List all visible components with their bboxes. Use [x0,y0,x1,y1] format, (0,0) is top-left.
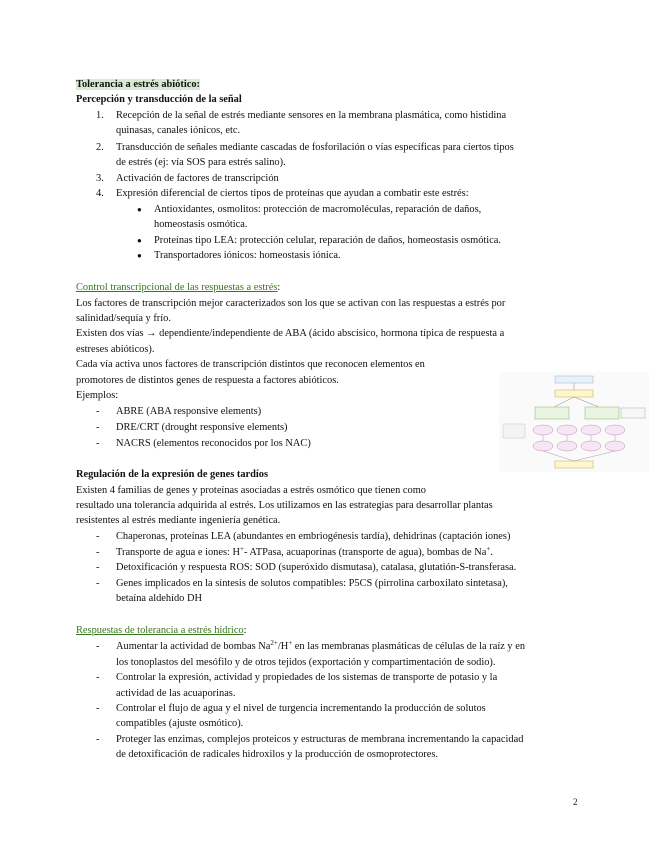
paragraph-line: Los factores de transcripción mejor caracterizados son los que se activan con las respuestas a estrés por [76,298,506,309]
dash-marker: - [96,547,100,558]
response-item: Aumentar la actividad de bombas $Na^{2+}/H^+$ en las membranas plasmáticas de células de la raíz y en [116,639,526,652]
response-item: Proteger las enzimas, complejos proteicos y estructuras de membrana incrementando la capacidad [116,734,524,745]
paragraph-line: salinidad/sequía y frío. [76,313,171,324]
paragraph-line: promotores de distintos genes de respuesta a factores abióticos. [76,375,339,386]
list-item-text: quinasas, canales iónicos, etc. [116,125,241,136]
subtitle-perception: Percepción y transducción de la señal [76,94,242,105]
bullet-text: Transportadores iónicos: homeostasis iónica. [154,250,341,261]
list-item-text: Transducción de señales mediante cascadas de fosforilación o vías específicas para ciertos tipos [116,142,514,153]
response-item: Controlar el flujo de agua y el nivel de turgencia incrementando la producción de solutos [116,703,486,714]
response-item: Controlar la expresión, actividad y propiedades de los sistemas de transporte de potasio y la [116,672,498,683]
example-item: NACRS (elementos reconocidos por los NAC) [116,438,311,449]
example-item: DRE/CRT (drought responsive elements) [116,422,288,433]
bullet-icon: ● [137,236,142,245]
paragraph-line: Cada vía activa unos factores de transcripción distintos que reconocen elementos en [76,359,425,370]
paragraph-line: estreses abióticos). [76,344,155,355]
response-item: de detoxificación de radicales hidroxilos y la producción de osmoprotectores. [116,749,439,760]
paragraph-line: resistentes al estrés mediante ingeniería genética. [76,515,281,526]
dash-marker: - [96,406,100,417]
dash-marker: - [96,578,100,589]
dash-marker: - [96,703,100,714]
response-item: los tonoplastos del mesófilo y de otros tejidos (exportación y compartimentación de sodio). [116,657,496,668]
dash-marker: - [96,641,100,652]
signaling-pathway-diagram [499,372,649,472]
list-item-text: Recepción de la señal de estrés mediante sensores en la membrana plasmática, como histidina [116,110,507,121]
dash-marker: - [96,562,100,573]
section-title-water-stress: Respuestas de tolerancia a estrés hídrico: [76,625,247,636]
paragraph-line: resultado una tolerancia adquirida al estrés. Los utilizamos en las estrategias para desarrollar plantas [76,500,493,511]
dash-marker: - [96,438,100,449]
section-title-transcriptional-control: Control transcripcional de las respuestas a estrés: [76,282,281,293]
dash-marker: - [96,422,100,433]
response-item: actividad de las acuaporinas. [116,688,236,699]
list-number: 2. [96,142,104,153]
list-item-text: Expresión diferencial de ciertos tipos de proteínas que ayudan a combatir este estrés: [116,188,469,199]
bullet-text: Proteínas tipo LEA: protección celular, reparación de daños, homeostasis osmótica. [154,235,501,246]
dash-marker: - [96,531,100,542]
list-item-text: de estrés (ej: vía SOS para estrés salino). [116,157,286,168]
list-number: 3. [96,173,104,184]
list-number: 1. [96,110,104,121]
gene-family-item: Genes implicados en la síntesis de solutos compatibles: P5CS (pirrolina carboxilato sintetasa), [116,578,508,589]
bullet-text: Antioxidantes, osmolitos: protección de macromoléculas, reparación de daños, [154,204,482,215]
list-number: 4. [96,188,104,199]
paragraph-line: Existen dos vías → dependiente/independiente de ABA (ácido abscísico, hormona típica de respuesta a [76,328,505,339]
example-item: ABRE (ABA responsive elements) [116,406,262,417]
gene-family-item: Transporte de agua e iones: H+- ATPasa, acuaporinas (transporte de agua), bombas de Na+. [116,545,493,558]
bullet-icon: ● [137,251,142,260]
section-title-abiotic-stress: Tolerancia a estrés abiótico: [76,79,200,90]
gene-family-item: Chaperonas, proteínas LEA (abundantes en embriogénesis tardía), dehidrinas (captación iones) [116,531,511,542]
gene-family-item: betaína aldehído DH [116,593,202,604]
list-item-text: Activación de factores de transcripción [116,173,279,184]
section-title-late-genes: Regulación de la expresión de genes tardíos [76,469,269,480]
paragraph-line: Ejemplos: [76,390,119,401]
dash-marker: - [96,734,100,745]
gene-family-item: Detoxificación y respuesta ROS: SOD (superóxido dismutasa), catalasa, glutatión-S-transferasa. [116,562,517,573]
page-number: 2 [573,797,578,807]
dash-marker: - [96,672,100,683]
response-item: compatibles (ajuste osmótico). [116,718,244,729]
bullet-text: homeostasis osmótica. [154,219,248,230]
bullet-icon: ● [137,205,142,214]
paragraph-line: Existen 4 familias de genes y proteínas asociadas a estrés osmótico que tienen como [76,485,427,496]
